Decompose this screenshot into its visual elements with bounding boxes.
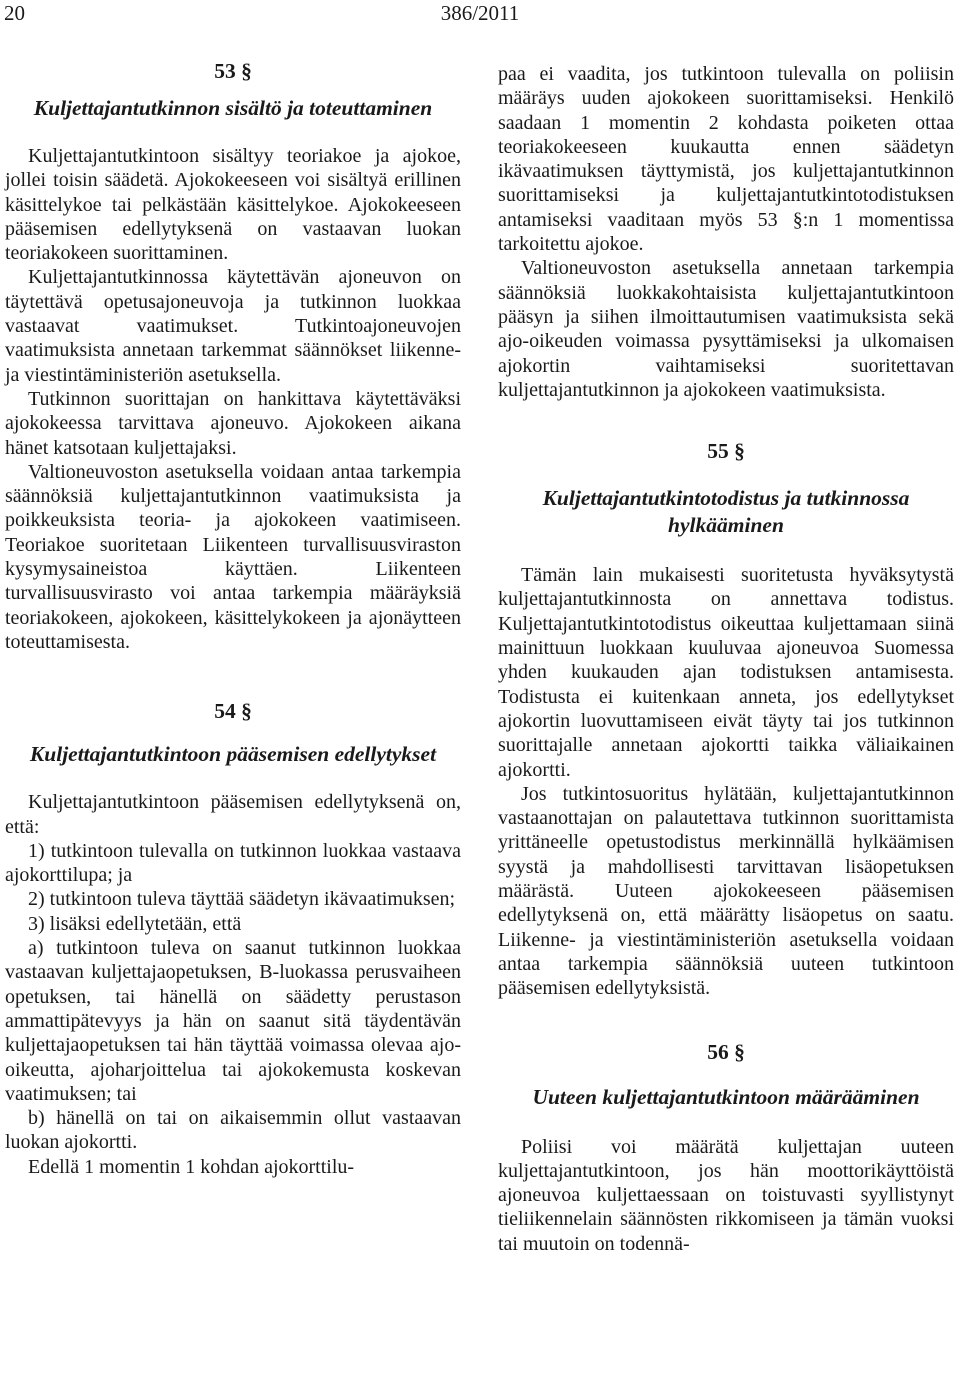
left-column [5, 58, 461, 1179]
paragraph: Jos tutkintosuoritus hylätään, kuljettajantutkinnon vastaanottajan on palautettava tutkinnon suorittamista yrittäneelle opetustodistus merkinnällä hylkäämisen syystä ja mahdollisesti tarvittavan lisäopetuksen määrästä. Uuteen ajokokeeseen pääsemisen edellytyksenä on, että määrätty lisäopetus on saatu. Liikenne- ja viestintäministeriön asetuksella voidaan antaa tarkempia säännöksiä uuteen tutkintoon pääsemisen edellytyksistä. [498, 782, 954, 1000]
section-56 [498, 1039, 954, 1256]
list-item: 3) lisäksi edellytetään, että [28, 912, 242, 935]
section-54 [5, 698, 461, 1179]
paragraph: Tutkinnon suorittajan on hankittava käytettäväksi ajokokeessa tarvittava ajoneuvo. Ajokokeen aikana hänet katsotaan kuljettajaksi. [5, 387, 461, 459]
list-item: b) hänellä on tai on aikaisemmin ollut vastaavan luokan ajokortti. [5, 1107, 461, 1154]
section-heading: 53 § [214, 59, 252, 83]
page-number: 20 [4, 1, 25, 25]
section-53 [5, 58, 461, 654]
document-number: 386/2011 [440, 1, 520, 25]
paragraph: Kuljettajantutkintoon pääsemisen edellytyksenä on, että: [5, 791, 461, 838]
list-item: a) tutkintoon tuleva on saanut tutkinnon luokkaa vastaavan kuljettajaopetuksen, B-luokassa perusvaiheen opetuksen, tai hänellä on säädetty perustason ammattipätevyys ja hän on saanut sitä täydentävän kuljettajaopetuksen tai hän täyttää voimassa olevaa ajo-oikeutta, ajoharjoittelua tai ajokokemusta koskevan vaatimuksen; tai [5, 937, 461, 1105]
paragraph: Poliisi voi määrätä kuljettajan uuteen kuljettajantutkintoon, jos hän moottorikäyttöistä ajoneuvoa kuljettaessaan on toistuvasti syyllistynyt tieliikennelain säännösten rikkomiseen ja tämän vuoksi tai muutoin on todennä- [498, 1135, 954, 1255]
page-header [0, 0, 960, 34]
paragraph: Valtioneuvoston asetuksella voidaan antaa tarkempia säännöksiä kuljettajantutkinnon vaatimuksista ja poikkeuksista teoria- ja ajokokeen vaatimiseen. Teoriakoe suoritetaan Liikenteen turvallisuusviraston kysymysaineistoa käyttäen. Liikenteen turvallisuusvirasto voi antaa tarkempia määräyksiä teoriakokeen, ajokokeen, käsittelykokeen ja ajonäytteen toteuttamisesta. [5, 460, 461, 653]
list-item: 2) tutkintoon tuleva täyttää säädetyn ikävaatimuksen; [28, 888, 456, 911]
section-title: Kuljettajantutkintotodistus ja tutkinnossa hylkääminen [542, 486, 910, 538]
section-title: Kuljettajantutkintoon pääsemisen edellytykset [29, 742, 437, 767]
section-heading: 55 § [707, 439, 745, 464]
section-title: Kuljettajantutkinnon sisältö ja toteuttaminen [33, 96, 433, 120]
paragraph: Tämän lain mukaisesti suoritetusta hyväksytystä kuljettajantutkinnosta on annettava todistus. Kuljettajantutkintotodistus oikeuttaa kuljettamaan siinä mainittuun luokkaan kuuluvaa ajoneuvoa Suomessa yhden kuukauden ajan todistuksen antamisesta. Todistusta ei kuitenkaan anneta, jos edellytykset ajokortin luovuttamiseen eivät täyty tai jos tutkinnon suorittajalle annetaan ajokortti taikka väliaikainen ajokortti. [498, 564, 954, 781]
section-heading: 56 § [707, 1039, 745, 1064]
paragraph: Edellä 1 momentin 1 kohdan ajokorttilu- [28, 1155, 355, 1178]
paragraph: paa ei vaadita, jos tutkintoon tulevalla on poliisin määräys uuden ajokokeen suorittamiseksi. Henkilö saadaan 1 momentin 2 kohdasta poiketen ottaa teoriakokeeseen kuukautta ennen säädetyn ikävaatimuksen täyttymistä, jos kuljettajantutkinnon suorittamiseksi ja kuljettajantutkintotodistuksen antamiseksi vaaditaan myös 53 §:n 1 momentissa tarkoitettu ajokoe. [498, 63, 954, 256]
section-55 [498, 438, 954, 1000]
section-heading: 54 § [214, 699, 252, 724]
paragraph: Kuljettajantutkintoon sisältyy teoriakoe ja ajokoe, jollei toisin säädetä. Ajokokeeseen voi sisältyä erillinen käsittelykoe tai pelkästään käsittelykoe. Ajokokeeseen pääsemisen edellytyksenä on vastaavan luokan teoriakokeen suorittaminen. [5, 145, 461, 265]
paragraph: Kuljettajantutkinnossa käytettävän ajoneuvon on täytettävä opetusajoneuvoja ja tutkinnon luokkaa vastaavat vaatimukset. Tutkintoajoneuvojen vaatimuksista annetaan tarkemmat säännökset liikenne- ja viestintäministeriön asetuksella. [5, 266, 461, 386]
section-title: Uuteen kuljettajantutkintoon määrääminen [532, 1084, 920, 1109]
right-column [498, 62, 954, 1256]
paragraph: Valtioneuvoston asetuksella annetaan tarkempia säännöksiä luokkakohtaisista kuljettajantutkintoon pääsyn ja siihen ilmoittautumisen vaatimuksista sekä ajo-oikeuden voimassa pysyttämiseksi ja ulkomaisen ajokortin vaihtamiseksi suoritettavan kuljettajantutkinnon ja ajokokeen vaatimuksista. [498, 257, 954, 401]
list-item: 1) tutkintoon tulevalla on tutkinnon luokkaa vastaava ajokorttilupa; ja [5, 839, 461, 887]
